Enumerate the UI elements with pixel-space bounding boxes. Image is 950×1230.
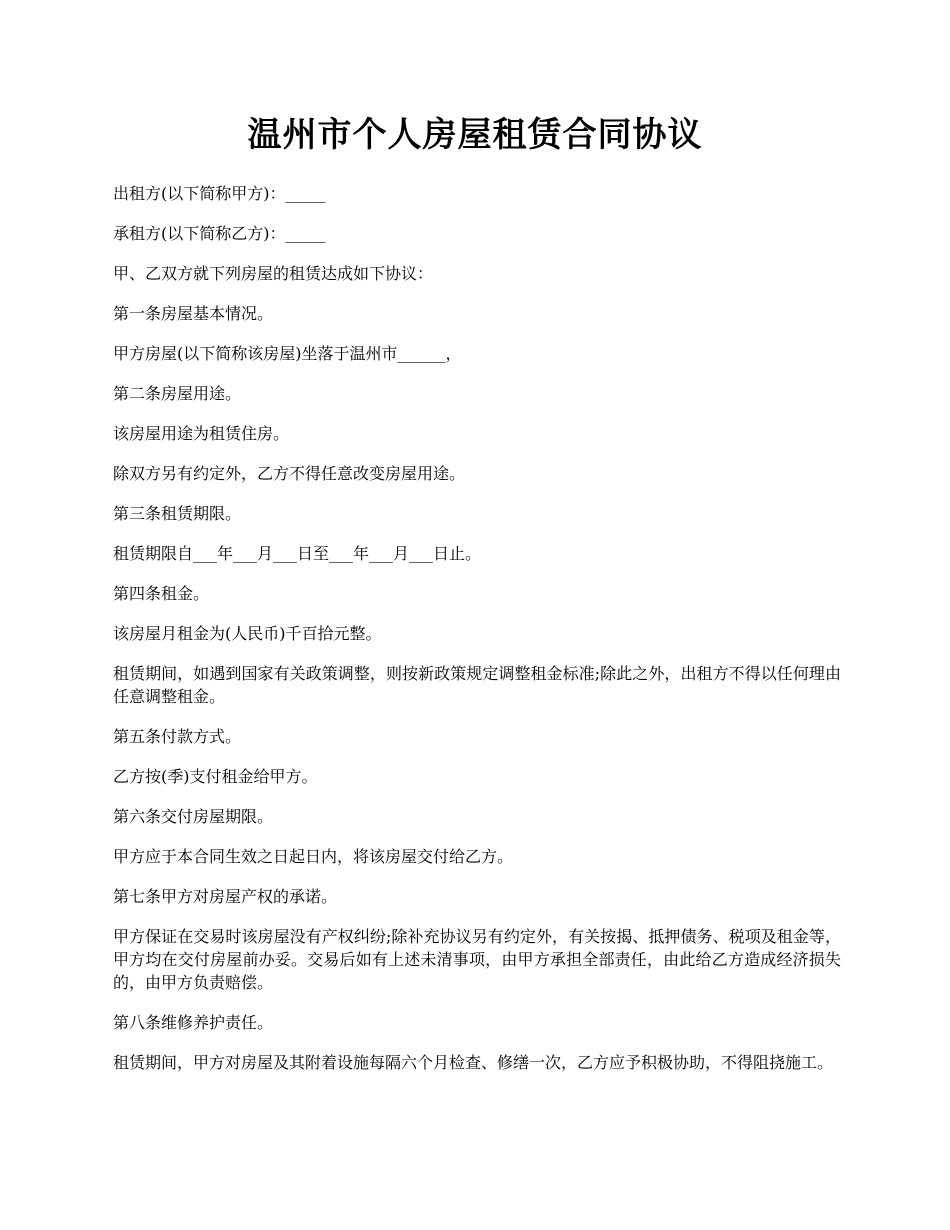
article-2-heading: 第二条房屋用途。 [113, 384, 242, 403]
article-2-body-1: 该房屋用途为租赁住房。 [113, 424, 290, 443]
document-body [113, 182, 841, 1091]
article-7-body: 甲方保证在交易时该房屋没有产权纠纷;除补充协议另有约定外，有关按揭、抵押债务、税项及租金等，甲方均在交付房屋前办妥。交易后如有上述未清事项，由甲方承担全部责任，由此给乙方造成经济损失的，由甲方负责赔偿。 [113, 927, 841, 992]
article-6-heading: 第六条交付房屋期限。 [113, 807, 274, 826]
article-6-body: 甲方应于本合同生效之日起日内，将该房屋交付给乙方。 [113, 847, 514, 866]
paragraph-lessor: 出租方(以下简称甲方)：_____ [113, 184, 326, 203]
article-4-heading: 第四条租金。 [113, 584, 210, 603]
article-8-heading: 第八条维修养护责任。 [113, 1013, 274, 1032]
article-5-body: 乙方按(季)支付租金给甲方。 [113, 767, 318, 786]
article-7-heading: 第七条甲方对房屋产权的承诺。 [113, 887, 338, 906]
paragraph-lessee: 承租方(以下简称乙方)：_____ [113, 224, 326, 243]
article-4-body-2: 租赁期间，如遇到国家有关政策调整，则按新政策规定调整租金标准;除此之外，出租方不得以任何理由任意调整租金。 [113, 664, 841, 706]
article-5-heading: 第五条付款方式。 [113, 727, 242, 746]
article-3-heading: 第三条租赁期限。 [113, 504, 242, 523]
article-1-body: 甲方房屋(以下简称该房屋)坐落于温州市______， [113, 344, 462, 363]
article-4-body-1: 该房屋月租金为(人民币)千百拾元整。 [113, 624, 382, 643]
document-title: 温州市个人房屋租赁合同协议 [247, 115, 703, 155]
article-8-body: 租赁期间，甲方对房屋及其附着设施每隔六个月检查、修缮一次，乙方应予积极协助，不得阻挠施工。 [113, 1053, 834, 1072]
article-3-body: 租赁期限自___年___月___日至___年___月___日止。 [113, 544, 482, 563]
paragraph-agreement-intro: 甲、乙双方就下列房屋的租赁达成如下协议： [113, 264, 434, 283]
article-2-body-2: 除双方另有约定外，乙方不得任意改变房屋用途。 [113, 464, 466, 483]
article-1-heading: 第一条房屋基本情况。 [113, 304, 274, 323]
